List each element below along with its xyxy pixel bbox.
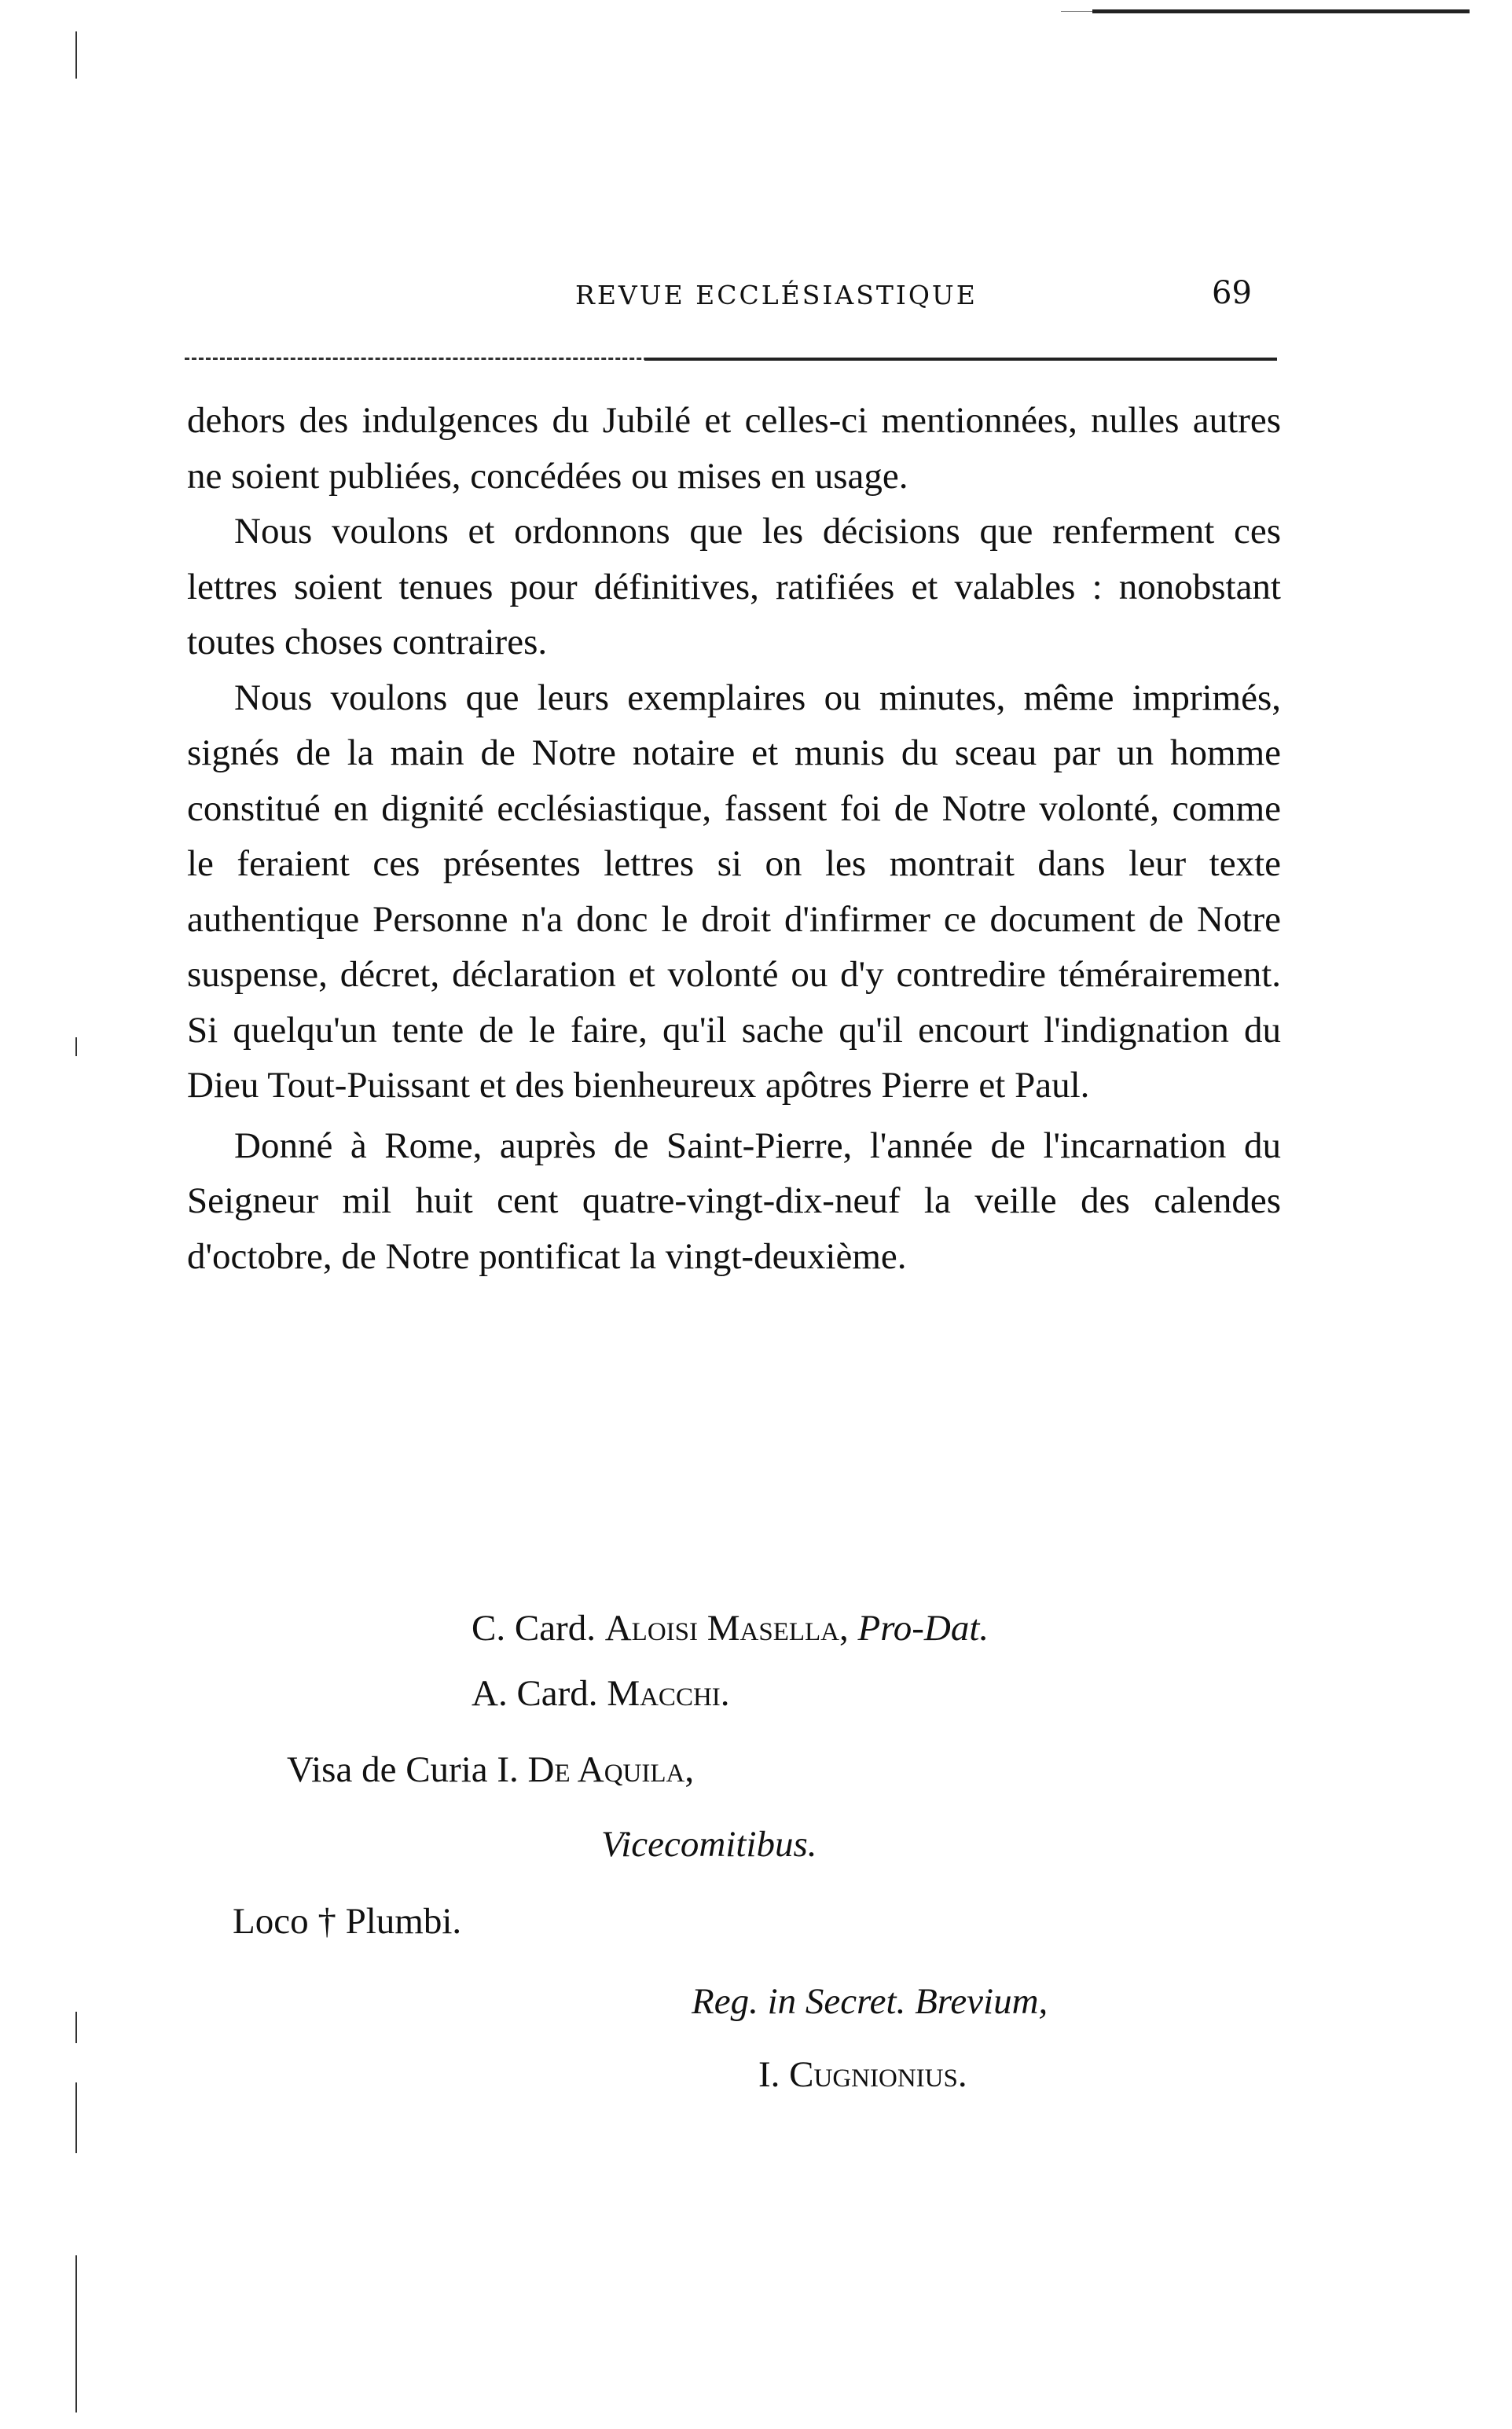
register-name: I. Cugnionius.	[758, 2054, 967, 2095]
visa-line: Visa de Curia I. De Aquila,	[287, 1749, 695, 1790]
margin-mark	[75, 31, 77, 79]
margin-mark	[75, 2255, 77, 2412]
journal-title: REVUE ECCLÉSIASTIQUE	[575, 280, 978, 310]
signature-macchi: A. Card. Macchi.	[472, 1673, 730, 1714]
seal-placement: Loco † Plumbi.	[233, 1901, 462, 1942]
page-number: 69	[1212, 275, 1252, 311]
signature-masella: C. Card. Aloisi Masella, Pro-Dat.	[472, 1608, 989, 1649]
margin-mark	[75, 2082, 77, 2153]
paragraph: Nous voulons que leurs exemplaires ou minutes, même imprimés, signés de la main de Notre notaire et munis du sceau par un homme constitué en dignité ecclésiastique, fassent foi de Notre volonté, comme le feraient ces présentes lettres si on les montrait dans leur texte authentique Personne n'a donc le droit d'infirmer ce document de Notre suspense, décret, déclaration et volonté ou d'y contredire témérairement. Si quelqu'un tente de le faire, qu'il sache qu'il encourt l'indignation du Dieu Tout-Puissant et des bienheureux apôtres Pierre et Paul.	[187, 677, 1281, 1106]
scan-artifact-line	[1061, 11, 1092, 12]
main-text	[187, 393, 1281, 1284]
margin-mark	[75, 2012, 77, 2043]
register-line: Reg. in Secret. Brevium,	[692, 1981, 1048, 2022]
visa-title: Vicecomitibus.	[601, 1824, 817, 1865]
paragraph: Nous voulons et ordonnons que les décisions que renferment ces lettres soient tenues pour définitives, ratifiées et valables : nonobstant toutes choses contraires.	[187, 511, 1281, 662]
running-header	[182, 275, 1283, 314]
paragraph-given-at: Donné à Rome, auprès de Saint-Pierre, l'année de l'incarnation du Seigneur mil huit cent quatre-vingt-dix-neuf la veille des calendes d'octobre, de Notre pontificat la vingt-deuxième.	[187, 1125, 1281, 1277]
paragraph: dehors des indulgences du Jubilé et celles-ci mentionnées, nulles autres ne soient publiées, concédées ou mises en usage.	[187, 400, 1281, 497]
header-rule-solid	[644, 358, 1277, 361]
margin-mark	[75, 1037, 77, 1056]
scan-artifact-bar	[1092, 9, 1470, 13]
